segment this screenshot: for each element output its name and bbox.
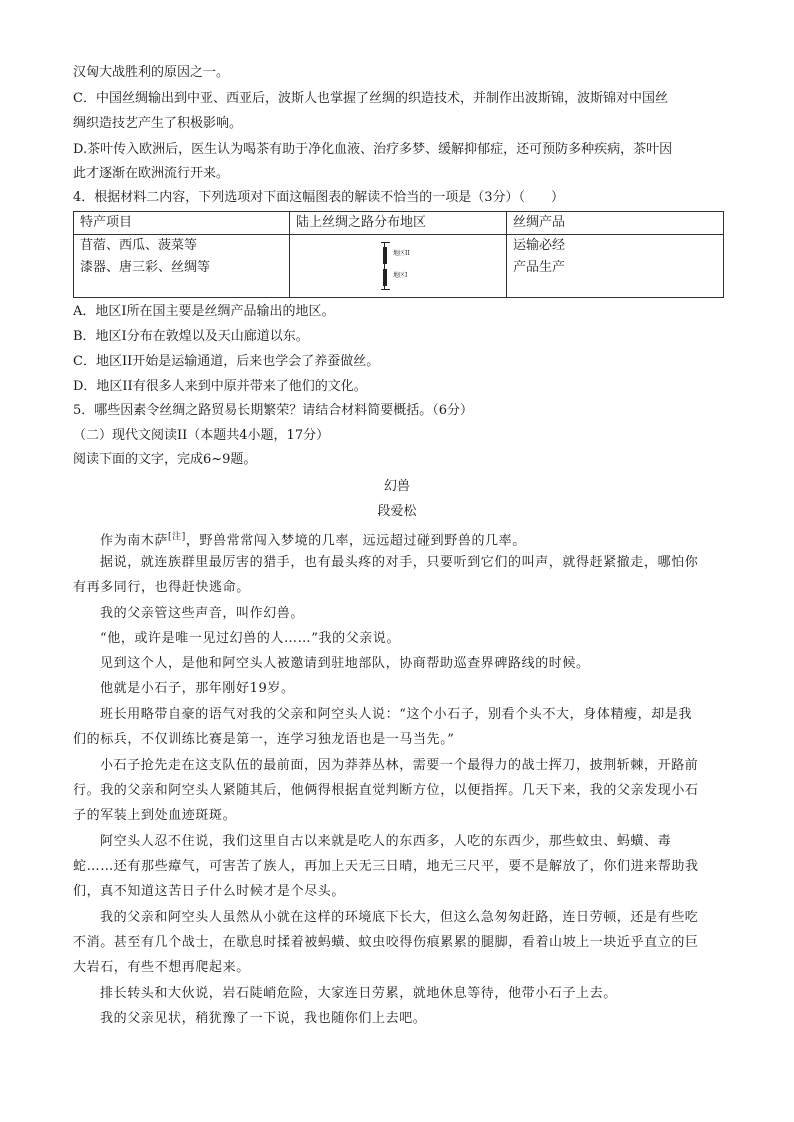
text-line: 汉匈大战胜利的原因之一。 [73, 65, 230, 80]
table-cell-silk [507, 235, 724, 298]
region-i-label: 地区I [393, 272, 408, 279]
story-line: 们，真不知道这苦日子什么时候才是个尽头。 [73, 884, 346, 899]
story-line: 我的父亲管这些声音，叫作幻兽。 [100, 606, 305, 621]
story-line: 班长用略带自豪的语气对我的父亲和阿空头人说：“这个小石子，别看个头不大，身体精瘦，却是我 [100, 707, 693, 722]
story-title: 幻兽 [383, 479, 410, 494]
story-text: ，野兽常常闯入梦境的几率，远远超过碰到野兽的几率。 [185, 533, 526, 549]
text-line: 绸织造技艺产生了积极影响。 [73, 116, 243, 131]
story-paragraph [100, 528, 526, 550]
option-a: A．地区I所在国主要是丝绸产品输出的地区。 [73, 304, 335, 319]
story-line: 我的父亲和阿空头人虽然从小就在这样的环境底下长大，但这么急匆匆赶路，连日劳顿，还是有些吃 [100, 910, 699, 925]
footnote-mark: [注] [168, 532, 186, 542]
table-header-row [74, 212, 724, 235]
section-heading: （二）现代文阅读II（本题共4小题，17分） [73, 428, 330, 443]
option-b: B．地区I分布在敦煌以及天山廊道以东。 [73, 329, 309, 344]
region-diagram [290, 235, 506, 297]
q4-table [73, 211, 724, 298]
story-line: 不消。甚至有几个战士，在歇息时揉着被蚂蟥、蚊虫咬得伤痕累累的腿脚，看着山坡上一块近乎直立的巨 [73, 935, 699, 950]
story-line: 们的标兵，不仅训练比赛是第一，连学习独龙语也是一马当先。” [73, 732, 455, 747]
table-header: 陆上丝绸之路分布地区 [290, 212, 507, 235]
story-author: 段爱松 [377, 504, 417, 519]
region-ii-marker [383, 247, 387, 264]
table-row [74, 235, 724, 298]
story-line: 子的军装上到处血迹斑斑。 [73, 808, 237, 823]
option-d: D．地区II有很多人来到中原并带来了他们的文化。 [73, 379, 367, 394]
table-cell-diagram [290, 235, 507, 298]
story-line: 他就是小石子，那年刚好19岁。 [100, 681, 295, 696]
cell-line: 苜蓿、西瓜、菠菜等 [80, 238, 198, 253]
cell-line: 运输必经 [513, 238, 566, 253]
story-line: “他，或许是唯一见过幻兽的人……”我的父亲说。 [100, 631, 401, 646]
table-cell-products [74, 235, 290, 298]
cell-line: 产品生产 [513, 260, 566, 275]
story-line: 阿空头人忍不住说，我们这里自古以来就是吃人的东西多，人吃的东西少，那些蚊虫、蚂蟥、毒 [100, 834, 672, 849]
diagram-tick [381, 242, 390, 243]
story-line: 有再多同行，也得赶快逃命。 [73, 580, 250, 595]
story-text: 作为南木萨 [100, 533, 169, 549]
table-header: 丝绸产品 [507, 212, 724, 235]
story-line: 行。我的父亲和阿空头人紧随其后，他俩得根据直觉判断方位，以便指挥。几天下来，我的父亲发现小石 [73, 783, 699, 798]
story-line: 大岩石，有些不想再爬起来。 [73, 960, 250, 975]
story-line: 排长转头和大伙说，岩石陡峭危险，大家连日劳累，就地休息等待，他带小石子上去。 [100, 986, 617, 1001]
option-c: C．地区II开始是运输通道，后来也学会了养蚕做丝。 [73, 354, 380, 369]
question-5: 5．哪些因素令丝绸之路贸易长期繁荣？请结合材料简要概括。（6分） [73, 403, 474, 418]
text-line: 此才逐渐在欧洲流行开来。 [73, 166, 230, 181]
story-line: 见到这个人，是他和阿空头人被邀请到驻地部队，协商帮助巡查界碑路线的时候。 [100, 656, 590, 671]
option-c-line: C．中国丝绸输出到中亚、西亚后，波斯人也掌握了丝绸的织造技术，并制作出波斯锦，波斯锦对中国丝 [73, 91, 668, 106]
story-line: 蛇……还有那些瘴气，可害苦了族人，再加上天无三日晴，地无三尺平，要不是解放了，你们进来帮助我 [73, 859, 699, 874]
question-4: 4．根据材料二内容，下列选项对下面这幅图表的解读不恰当的一项是（3分）（ ） [73, 190, 565, 205]
diagram-tick [381, 289, 390, 290]
instruction: 阅读下面的文字，完成6~9题。 [73, 452, 257, 467]
table-header: 特产项目 [74, 212, 290, 235]
cell-line: 漆器、唐三彩、丝绸等 [80, 260, 211, 275]
story-line: 据说，就连族群里最厉害的猎手，也有最头疼的对手，只要听到它们的叫声，就得赶紧撤走，哪怕你 [100, 555, 699, 570]
region-i-marker [383, 269, 387, 286]
story-line: 我的父亲见状，稍犹豫了一下说，我也随你们上去吧。 [100, 1011, 427, 1026]
option-d-line: D.茶叶传入欧洲后，医生认为喝茶有助于净化血液、治疗多梦、缓解抑郁症，还可预防多种疾病，茶叶因 [73, 142, 673, 157]
story-line: 小石子抢先走在这支队伍的最前面，因为莽莽丛林，需要一个最得力的战士挥刀，披荆斩棘，开路前 [100, 758, 699, 773]
region-ii-label: 地区II [393, 250, 410, 257]
